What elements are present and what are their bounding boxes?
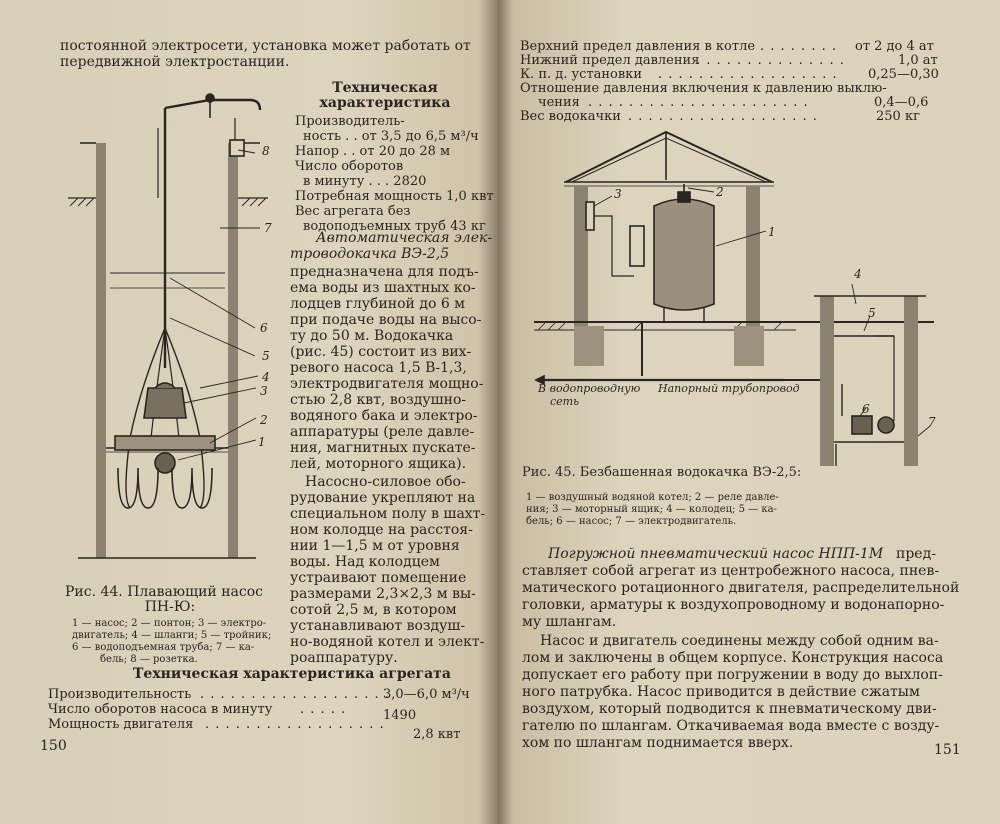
agg-row-value: 2,8 квт <box>413 727 461 742</box>
body2-line: воды. Над колодцем <box>290 554 440 570</box>
top-row-value: 0,25—0,30 <box>868 67 939 82</box>
fig44-label: 3 <box>260 384 268 398</box>
agg-row-label: Мощность двигателя <box>48 717 194 732</box>
fig44-caption-2: ПН-Ю: <box>144 599 196 615</box>
figure-44-drawing <box>60 88 288 568</box>
pump-line: ставляет собой агрегат из центробежного насоса, пнев- <box>522 563 940 579</box>
body-line: электродвигателя мощно- <box>290 376 484 392</box>
body2-line: роаппаратуру. <box>290 650 398 666</box>
spec-title-1: Техническая <box>332 80 438 96</box>
fig45-label: 5 <box>868 306 876 320</box>
body-line: ема воды из шахтных ко- <box>290 280 476 296</box>
body-line: стью 2,8 квт, воздушно- <box>290 392 467 408</box>
dot-leader: . . . . . . . . . . . . . . . . . . <box>658 67 838 82</box>
intro-line-1: постоянной электросети, установка может работать от <box>60 38 471 54</box>
agg-row-value: 1490 <box>383 708 417 723</box>
body-line: предназначена для подъ- <box>290 264 479 280</box>
fig44-label: 8 <box>262 144 270 158</box>
pump-line: му шлангам. <box>522 614 617 630</box>
top-row-label: Отношение давления включения к давлению выклю- <box>520 81 887 96</box>
fig44-label: 6 <box>260 321 268 335</box>
pump2-line: лом и заключены в общем корпусе. Конструкция насоса <box>522 650 944 666</box>
body-line: водяного бака и электро- <box>290 408 478 424</box>
fig45-text-supply-1: В водопроводную <box>538 382 641 395</box>
body2-line: нии 1—1,5 м от уровня <box>290 538 460 554</box>
page-number-right: 151 <box>934 742 961 758</box>
pump2-line: Насос и двигатель соединены между собой одним ва- <box>540 633 939 649</box>
pump2-line: допускает его работу при погружении в воду до выхлоп- <box>522 667 943 683</box>
spec-line: Вес агрегата без <box>295 204 411 219</box>
top-row-value: от 2 до 4 ат <box>855 39 934 54</box>
spec-line: Число оборотов <box>295 159 404 174</box>
body-line: ревого насоса 1,5 В-1,3, <box>290 360 467 376</box>
spec-title-2: характеристика <box>319 95 451 111</box>
fig45-legend: ния; 3 — моторный ящик; 4 — колодец; 5 — ка- <box>526 504 777 515</box>
figure-45-drawing <box>534 126 944 466</box>
fig45-label: 1 <box>768 225 776 239</box>
dot-leader: . . . . . . . . . . . . . . . . . . <box>205 717 385 732</box>
spec-line: в минуту . . . 2820 <box>303 174 427 189</box>
body2-line: рудование укрепляют на <box>290 490 476 506</box>
top-row-value: 0,4—0,6 <box>874 95 929 110</box>
page-number-left: 150 <box>40 738 67 754</box>
fig44-label: 7 <box>264 221 272 235</box>
dot-leader: . . . . . <box>300 702 347 717</box>
pump-title-rest: пред- <box>896 546 936 562</box>
fig45-text-supply-2: сеть <box>550 395 580 408</box>
left-page <box>0 0 498 824</box>
top-row-value: 250 кг <box>876 109 920 124</box>
top-row-label: чения <box>538 95 580 110</box>
fig45-label: 3 <box>614 187 622 201</box>
fig45-legend: бель; 6 — насос; 7 — электродвигатель. <box>526 516 737 527</box>
fig44-caption-1: Рис. 44. Плавающий насос <box>65 584 263 600</box>
top-row-label: Верхний предел давления в котле <box>520 39 756 54</box>
fig44-label: 2 <box>260 413 268 427</box>
top-row-value: 1,0 ат <box>898 53 938 68</box>
fig44-legend: бель; 8 — розетка. <box>100 654 198 665</box>
spec-line: водоподъемных труб 43 кг <box>303 219 486 234</box>
body-line: (рис. 45) состоит из вих- <box>290 344 472 360</box>
fig45-label: 4 <box>854 267 862 281</box>
spec-line: Потребная мощность 1,0 квт <box>295 189 494 204</box>
top-row-label: Нижний предел давления <box>520 53 700 68</box>
pump-line: головки, арматуры к воздухопроводному и водонапорно- <box>522 597 945 613</box>
body-line: ту до 50 м. Водокачка <box>290 328 454 344</box>
dot-leader: . . . . . . . . <box>760 39 837 54</box>
pump2-line: хом по шлангам поднимается вверх. <box>522 735 794 751</box>
pump2-line: ного патрубка. Насос приводится в действие сжатым <box>522 684 920 700</box>
fig44-legend: двигатель; 4 — шланги; 5 — тройник; <box>72 630 272 641</box>
dot-leader: . . . . . . . . . . . . . . . . . . . . . . <box>588 95 809 110</box>
fig44-label: 4 <box>262 370 270 384</box>
spec-line: Напор . . от 20 до 28 м <box>295 144 451 159</box>
top-row-label: К. п. д. установки <box>520 67 642 82</box>
auto-title-2: троводокачка ВЭ-2,5 <box>290 246 450 262</box>
pump2-line: воздухом, который подводится к пневматическому дви- <box>522 701 937 717</box>
agg-row-label: Производительность <box>48 687 192 702</box>
fig44-legend: 1 — насос; 2 — понтон; 3 — электро- <box>72 618 267 629</box>
body-line: лей, моторного ящика). <box>290 456 467 472</box>
right-page <box>498 0 1000 824</box>
fig44-label: 1 <box>258 435 266 449</box>
fig45-label: 6 <box>862 402 870 416</box>
fig44-label: 5 <box>262 349 270 363</box>
fig45-caption: Рис. 45. Безбашенная водокачка ВЭ-2,5: <box>522 465 802 480</box>
auto-title-1: Автоматическая элек- <box>316 230 493 246</box>
dot-leader: . . . . . . . . . . . . . . . . . . . <box>628 109 818 124</box>
intro-line-2: передвижной электростанции. <box>60 54 290 70</box>
pump-line: матического ротационного двигателя, распределительной <box>522 580 960 596</box>
spec-line: Производитель- <box>295 114 405 129</box>
agg-title: Техническая характеристика агрегата <box>133 666 451 682</box>
body-line: лодцев глубиной до 6 м <box>290 296 466 312</box>
top-row-label: Вес водокачки <box>520 109 621 124</box>
body-line: ния, магнитных пускате- <box>290 440 476 456</box>
fig45-label: 2 <box>716 185 724 199</box>
body2-line: но-водяной котел и элект- <box>290 634 485 650</box>
body2-line: ном колодце на расстоя- <box>290 522 473 538</box>
body2-line: специальном полу в шахт- <box>290 506 486 522</box>
agg-row-value: 3,0—6,0 м³/ч <box>383 687 470 702</box>
pump2-line: гателю по шлангам. Откачиваемая вода вместе с возду- <box>522 718 940 734</box>
dot-leader: . . . . . . . . . . . . . . . <box>696 53 845 68</box>
body2-line: размерами 2,3×2,3 м вы- <box>290 586 476 602</box>
body-line: при подаче воды на высо- <box>290 312 482 328</box>
fig45-text-pipe: Напорный трубопровод <box>658 382 800 395</box>
body2-line: устраивают помещение <box>290 570 467 586</box>
body2-line: Насосно-силовое обо- <box>305 474 466 490</box>
body2-line: сотой 2,5 м, в котором <box>290 602 457 618</box>
fig45-legend: 1 — воздушный водяной котел; 2 — реле давле- <box>526 492 779 503</box>
fig45-label: 7 <box>928 415 936 429</box>
dot-leader: . . . . . . . . . . . . . . . . . . . <box>200 687 390 702</box>
body-line: аппаратуры (реле давле- <box>290 424 475 440</box>
pump-title: Погружной пневматический насос НПП-1М <box>548 546 884 562</box>
fig44-legend: 6 — водоподъемная труба; 7 — ка- <box>72 642 255 653</box>
body2-line: устанавливают воздуш- <box>290 618 466 634</box>
spec-line: ность . . от 3,5 до 6,5 м³/ч <box>303 129 479 144</box>
agg-row-label: Число оборотов насоса в минуту <box>48 702 273 717</box>
